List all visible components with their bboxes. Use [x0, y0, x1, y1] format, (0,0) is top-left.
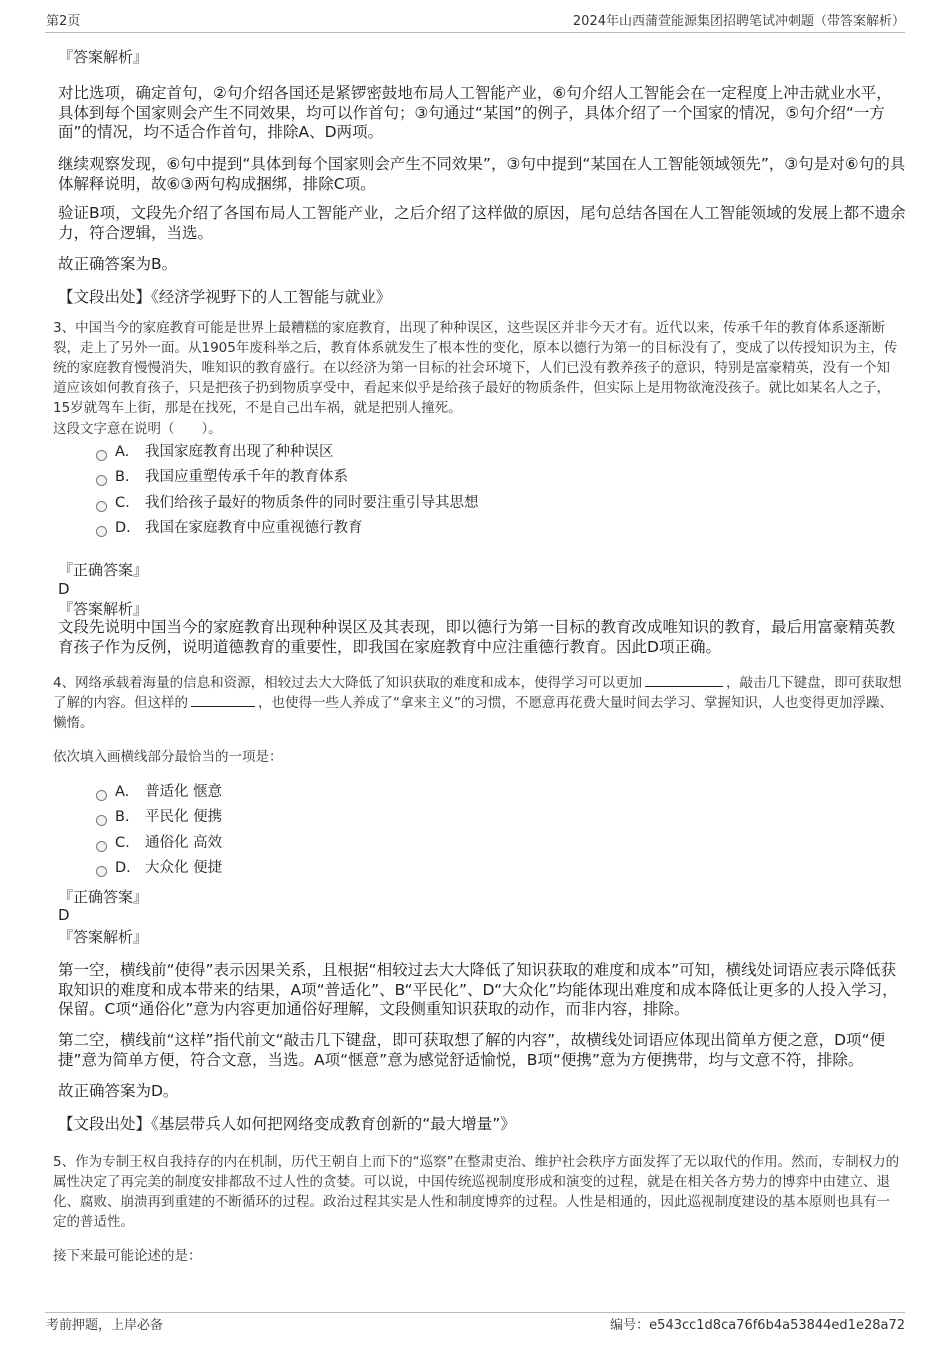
question-3-prompt: 这段文字意在说明（ ）。	[53, 421, 222, 437]
option-a[interactable]	[96, 783, 222, 801]
document-title: 2024年山西蒲萱能源集团招聘笔试冲刺题（带答案解析）	[572, 14, 905, 29]
analysis-paragraph: 继续观察发现，⑥句中提到“具体到每个国家则会产生不同效果”，③句中提到“某国在人工智能领域领先”，③句是对⑥句的具体解释说明，故⑥③两句构成捆绑，排除C项。	[58, 155, 906, 193]
option-text: 通俗化 高效	[145, 835, 223, 851]
question-4-text	[53, 673, 903, 733]
source-citation: 【文段出处】《经济学视野下的人工智能与就业》	[58, 288, 392, 306]
option-c[interactable]	[96, 834, 222, 852]
correct-answer: D	[58, 580, 70, 598]
analysis-paragraph: 验证B项，文段先介绍了各国布局人工智能产业，之后介绍了这样做的原因，尾句总结各国在人工智能领域的发展上都不遗余力，符合逻辑，当选。	[58, 204, 906, 242]
radio-button[interactable]	[96, 790, 107, 801]
question-3-text: 3、中国当今的家庭教育可能是世界上最糟糕的家庭教育，出现了种种误区，这些误区并非今天才有。近代以来，传承千年的教育体系逐渐断裂，走上了另外一面。从1905年废科举之后，教育体系就发生了根本性的变化，原本以德行为第一的目标没有了，变成了以传授知识为主，传统的家庭教育慢慢消失，唯知识的教育盛行。在以经济为第一目标的社会环境下，人们已没有教养孩子的意识，特别是富豪精英，没有一个知道应该如何教育孩子，只是把孩子扔到物质享受中，看起来似乎是给孩子最好的物质条件，但实际上是用物欲淹没孩子。就比如某名人之子，15岁就驾车上街，那是在找死，不是自己出车祸，就是把别人撞死。	[53, 320, 898, 416]
radio-button[interactable]	[96, 526, 107, 537]
analysis-paragraph: 第二空，横线前“这样”指代前文“敲击几下键盘，即可获取想了解的内容”，故横线处词语应体现出简单方便之意，D项“便捷”意为简单方便，符合文意，当选。A项“惬意”意为感觉舒适愉悦，B项“便携”意为方便携带，均与文意不符，排除。	[58, 1031, 886, 1069]
fill-blank	[191, 694, 255, 707]
option-letter: C.	[115, 495, 130, 511]
correct-answer-label: 『正确答案』	[58, 888, 149, 906]
answer-conclusion: 故正确答案为B。	[58, 255, 178, 273]
document-id: 编号：e543cc1d8ca76f6b4a53844ed1e28a72	[610, 1318, 905, 1333]
option-text: 大众化 便捷	[145, 860, 223, 876]
radio-button[interactable]	[96, 866, 107, 877]
radio-button[interactable]	[96, 450, 107, 461]
option-b[interactable]	[96, 468, 348, 486]
question-5-text: 5、作为专制王权自我持存的内在机制，历代王朝自上而下的“巡察”在整肃吏治、维护社会秩序方面发挥了无以取代的作用。然而，专制权力的属性决定了再完美的制度安排都敌不过人性的贪婪。可以说，中国传统巡视制度形成和演变的过程，就是在相关各方势力的博弈中由建立、退化、腐败、崩溃再到重建的不断循环的过程。政治过程其实是人性和制度博弈的过程。人性是相通的，因此巡视制度建设的基本原则也具有一定的普适性。	[53, 1154, 900, 1230]
option-a[interactable]	[96, 443, 334, 461]
q4-text-part: ，敲击几下键盘，即可获取想了解的内容。但这样的	[53, 675, 902, 711]
header-divider	[45, 32, 905, 33]
option-letter: A.	[115, 784, 130, 800]
option-text: 我国应重塑传承千年的教育体系	[145, 469, 348, 485]
analysis-paragraph: 第一空，横线前“使得”表示因果关系，且根据“相较过去大大降低了知识获取的难度和成本”可知，横线处词语应表示降低获取知识的难度和成本带来的结果，A项“普适化”、B“平民化”、D“大众化”均能体现出难度和成本降低让更多的人投入学习，保留。C项“通俗化”意为内容更加通俗好理解，文段侧重知识获取的动作，而非内容，排除。	[58, 961, 898, 1018]
q4-text-part: 4、网络承载着海量的信息和资源，相较过去大大降低了知识获取的难度和成本，使得学习可以更加	[53, 675, 643, 691]
option-text: 普适化 惬意	[145, 784, 223, 800]
source-citation: 【文段出处】《基层带兵人如何把网络变成教育创新的“最大增量”》	[58, 1115, 516, 1133]
analysis-paragraph: 文段先说明中国当今的家庭教育出现种种误区及其表现，即以德行为第一目标的教育改成唯知识的教育，最后用富豪精英教育孩子作为反例，说明道德教育的重要性，即我国在家庭教育中应注重德行教育。因此D项正确。	[58, 618, 896, 656]
option-letter: C.	[115, 835, 130, 851]
fill-blank	[645, 674, 723, 687]
radio-button[interactable]	[96, 475, 107, 486]
option-d[interactable]	[96, 859, 222, 877]
radio-button[interactable]	[96, 841, 107, 852]
page-number: 第2页	[46, 14, 81, 29]
option-text: 平民化 便携	[145, 809, 223, 825]
radio-button[interactable]	[96, 501, 107, 512]
analysis-label: 『答案解析』	[58, 600, 149, 618]
answer-conclusion: 故正确答案为D。	[58, 1082, 179, 1100]
radio-button[interactable]	[96, 815, 107, 826]
option-text: 我国家庭教育出现了种种误区	[145, 444, 334, 460]
analysis-label: 『答案解析』	[58, 48, 149, 66]
correct-answer: D	[58, 906, 70, 924]
option-d[interactable]	[96, 519, 363, 537]
option-b[interactable]	[96, 808, 222, 826]
option-letter: D.	[115, 520, 131, 536]
analysis-label: 『答案解析』	[58, 928, 149, 946]
question-4-prompt: 依次填入画横线部分最恰当的一项是：	[53, 749, 283, 765]
option-letter: D.	[115, 860, 131, 876]
footer-divider	[45, 1312, 905, 1313]
option-letter: B.	[115, 809, 130, 825]
option-letter: B.	[115, 469, 130, 485]
option-text: 我们给孩子最好的物质条件的同时要注重引导其思想	[145, 495, 479, 511]
q4-text-part: ，也使得一些人养成了“拿来主义”的习惯，不愿意再花费大量时间去学习、掌握知识，人也变得更加浮躁、懒惰。	[53, 695, 893, 731]
question-5-prompt: 接下来最可能论述的是：	[53, 1248, 202, 1264]
footer-slogan: 考前押题，上岸必备	[46, 1318, 164, 1333]
option-c[interactable]	[96, 494, 479, 512]
option-letter: A.	[115, 444, 130, 460]
correct-answer-label: 『正确答案』	[58, 561, 149, 579]
option-text: 我国在家庭教育中应重视德行教育	[145, 520, 363, 536]
analysis-paragraph: 对比选项，确定首句，②句介绍各国还是紧锣密鼓地布局人工智能产业，⑥句介绍人工智能会在一定程度上冲击就业水平，具体到每个国家则会产生不同效果，均可以作首句；③句通过“某国”的例子，具体介绍了一个国家的情况，⑤句介绍“一方面”的情况，均不适合作首句，排除A、D两项。	[58, 84, 892, 141]
